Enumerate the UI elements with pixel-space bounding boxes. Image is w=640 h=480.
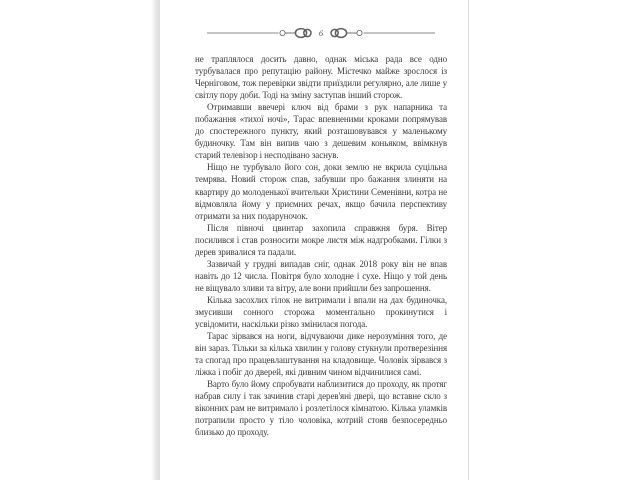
paragraph: Ніщо не турбувало його сон, доки землю не вкрила суцільна темрява. Новий сторож спав, забувши про бажання злиняти на квартиру до молоденької вчительки Христини Семенівни, котра не відмовляла йому у приємних речах, якщо бачила перспективу отримати за них подаруночок. <box>195 162 447 221</box>
page-right-edge-line <box>468 0 469 480</box>
book-page[interactable] <box>160 0 468 480</box>
chapter-divider <box>195 26 447 40</box>
divider-ornament-left-icon <box>207 27 312 39</box>
paragraph: Після півночі цвинтар захопила справжня буря. Вітер посилився і став розносити мокре листя між надгробками. Гілки з дерев зривалися та падали. <box>195 222 447 257</box>
divider-ornament-right-icon <box>330 27 435 39</box>
page-number: 6 <box>318 28 324 38</box>
paragraph: Отримавши ввечері ключ від брами з рук напарника та побажання «тихої ночі», Тарас впевненими кроками попрямував до спостережного пункту, який розташовувався у маленькому будиночку. Там він випив чаю з дешевим коньяком, ввімкнув старий телевізор і несподівано заснув. <box>195 102 447 161</box>
paragraph: не траплялося досить давно, однак міська рада все одно турбувалася про репутацію району. Містечко майже зрослося із Черніговом, тож перевірки звідти приїздили регулярно, але лише у світлу пору доби. Тоді на зміну заступав інший сторож. <box>195 54 447 101</box>
paragraph: Тарас зірвався на ноги, відчуваючи дике нерозуміння того, де він зараз. Тільки за кілька хвилин у голову стукнули протверезіння та спогад про працевлаштування на кладовище. Чоловік зірвався з ліжка і побіг до дверей, які дивним чином відчинилися самі. <box>195 331 447 378</box>
text-column <box>195 26 447 439</box>
paragraph: Кілька засохлих гілок не витримали і впали на дах будиночка, змусивши сонного сторожа моментально прокинутися і усвідомити, наскільки різко змінилася погода. <box>195 294 447 330</box>
paragraph: Зазвичай у грудні випадав сніг, однак 2018 року він не впав навіть до 12 числа. Повітря було холодне і сухе. Ніщо у той день не віщувало зливи та вітру, але вони прийшли без запрошення. <box>195 258 447 293</box>
body-text <box>195 53 447 439</box>
paragraph: Варто було йому спробувати наблизитися до проходу, як протяг набрав силу і так зачинив старі дерев'яні двері, що вставне скло з віконних рам не витримало і розлетілося кімнатою. Кілька уламків потрапили просто у тіло чоловіка, котрий стояв безпосередньо близько до проходу. <box>195 379 447 438</box>
